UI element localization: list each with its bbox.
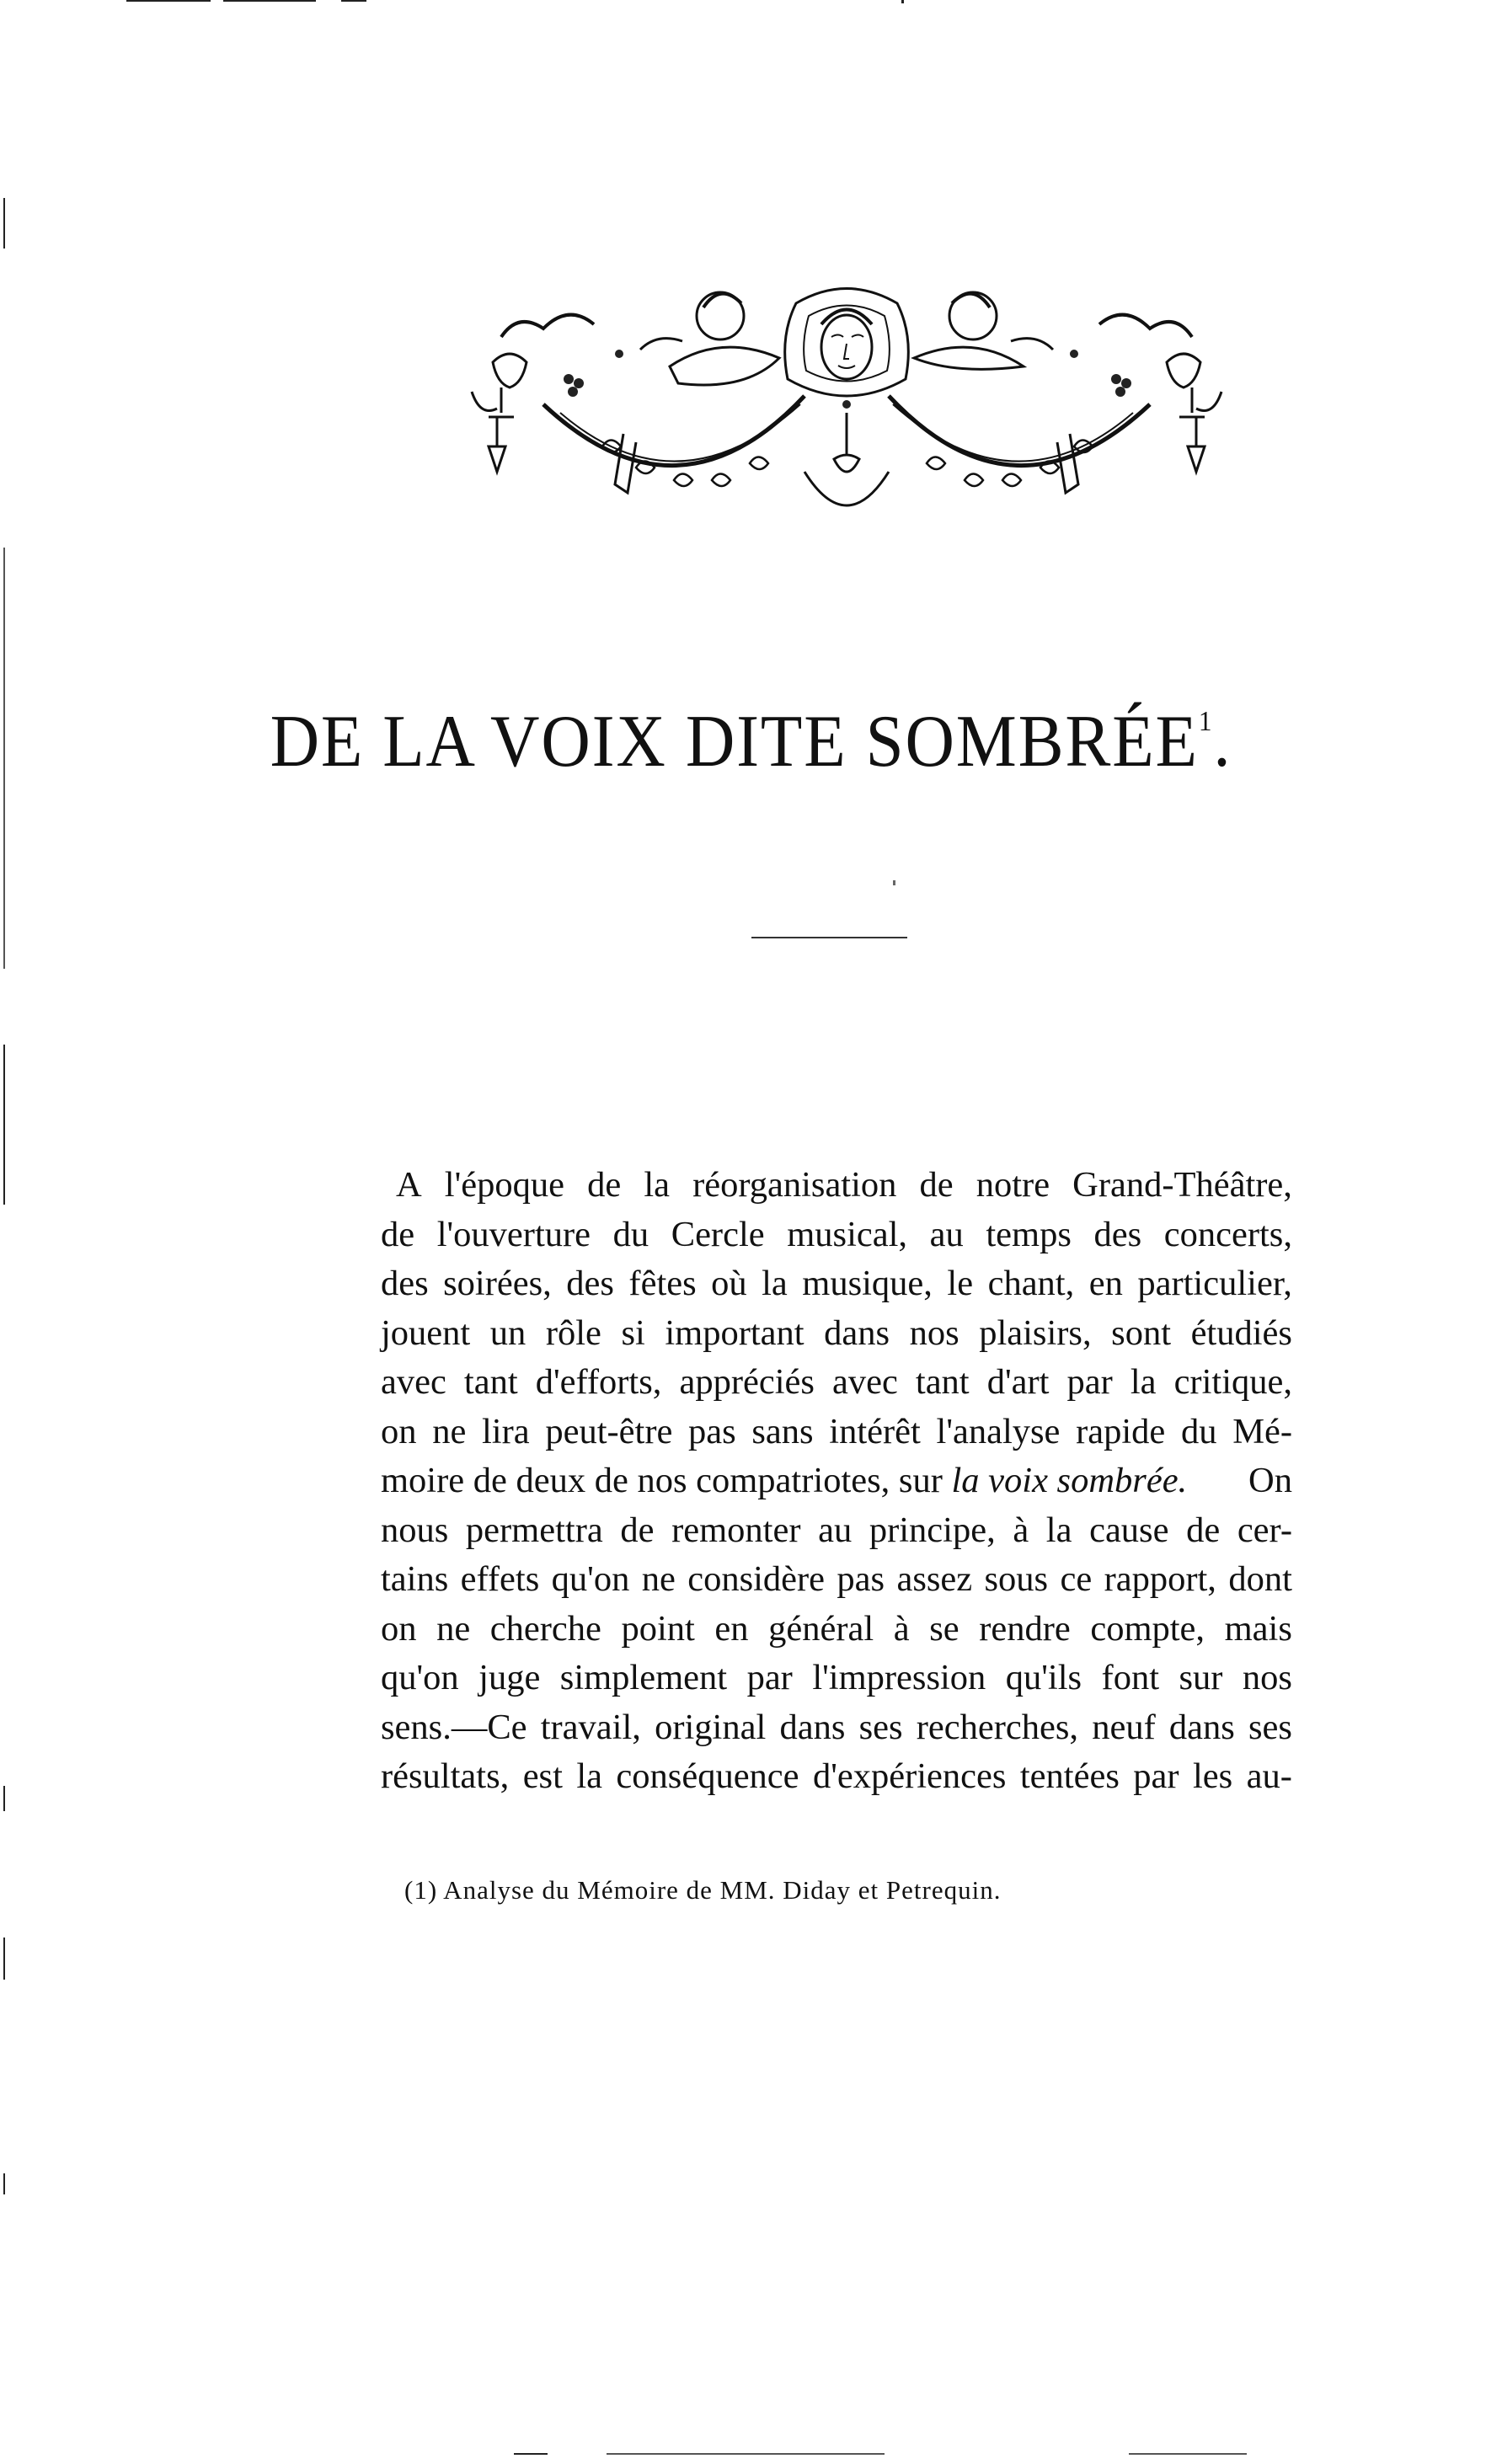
text-line: on ne lira peut-être pas sans intérêt l'analyse rapide du Mé- [381, 1411, 1292, 1451]
text-line: A l'époque de la réorganisation de notre Grand-Théâtre, [396, 1165, 1292, 1205]
footnote-marker: 1 [1198, 706, 1214, 737]
stray-mark [893, 880, 895, 885]
left-edge-artifact [3, 1045, 5, 1205]
title-divider [751, 937, 907, 938]
title-period: . [1213, 701, 1232, 783]
text-line: de l'ouverture du Cercle musical, au temps des concerts, [381, 1214, 1292, 1254]
chapter-title [60, 699, 1441, 784]
left-edge-artifact [3, 198, 5, 249]
bottom-edge-artifact [514, 2453, 548, 2455]
italic-phrase: la voix sombrée. [951, 1461, 1188, 1500]
text-line: moire de deux de nos compatriotes, sur la voix sombrée. On [381, 1461, 1292, 1500]
left-edge-artifact [3, 548, 5, 969]
top-edge-artifact [126, 0, 211, 2]
text-line: résultats, est la conséquence d'expériences tentées par les au- [381, 1756, 1292, 1796]
bottom-edge-artifact [1129, 2453, 1247, 2455]
baroque-ornament-icon [468, 278, 1226, 539]
text-line: on ne cherche point en général à se rendre compte, mais [381, 1608, 1292, 1649]
text-line: jouent un rôle si important dans nos plaisirs, sont étudiés [381, 1312, 1292, 1353]
top-edge-artifact [223, 0, 316, 2]
left-edge-artifact [3, 1938, 5, 1980]
left-edge-artifact [3, 1786, 5, 1811]
text-line: des soirées, des fêtes où la musique, le chant, en particulier, [381, 1264, 1292, 1303]
body-paragraph [381, 1161, 1292, 1802]
text-line: avec tant d'efforts, appréciés avec tant d'art par la critique, [381, 1362, 1292, 1402]
text-line: sens.—Ce travail, original dans ses recherches, neuf dans ses [381, 1707, 1292, 1747]
footnote: (1) Analyse du Mémoire de MM. Diday et Petrequin. [404, 1875, 1002, 1905]
bottom-edge-artifact [607, 2453, 885, 2455]
top-edge-artifact [901, 0, 904, 3]
left-edge-artifact [3, 2173, 5, 2194]
chapter-title-text: DE LA VOIX DITE SOMBRÉE [270, 701, 1199, 783]
text-line: qu'on juge simplement par l'impression qu'ils font sur nos [381, 1658, 1292, 1697]
text-line: nous permettra de remonter au principe, à la cause de cer- [381, 1510, 1292, 1550]
text-line: tains effets qu'on ne considère pas assez sous ce rapport, dont [381, 1559, 1292, 1599]
top-edge-artifact [341, 0, 366, 2]
